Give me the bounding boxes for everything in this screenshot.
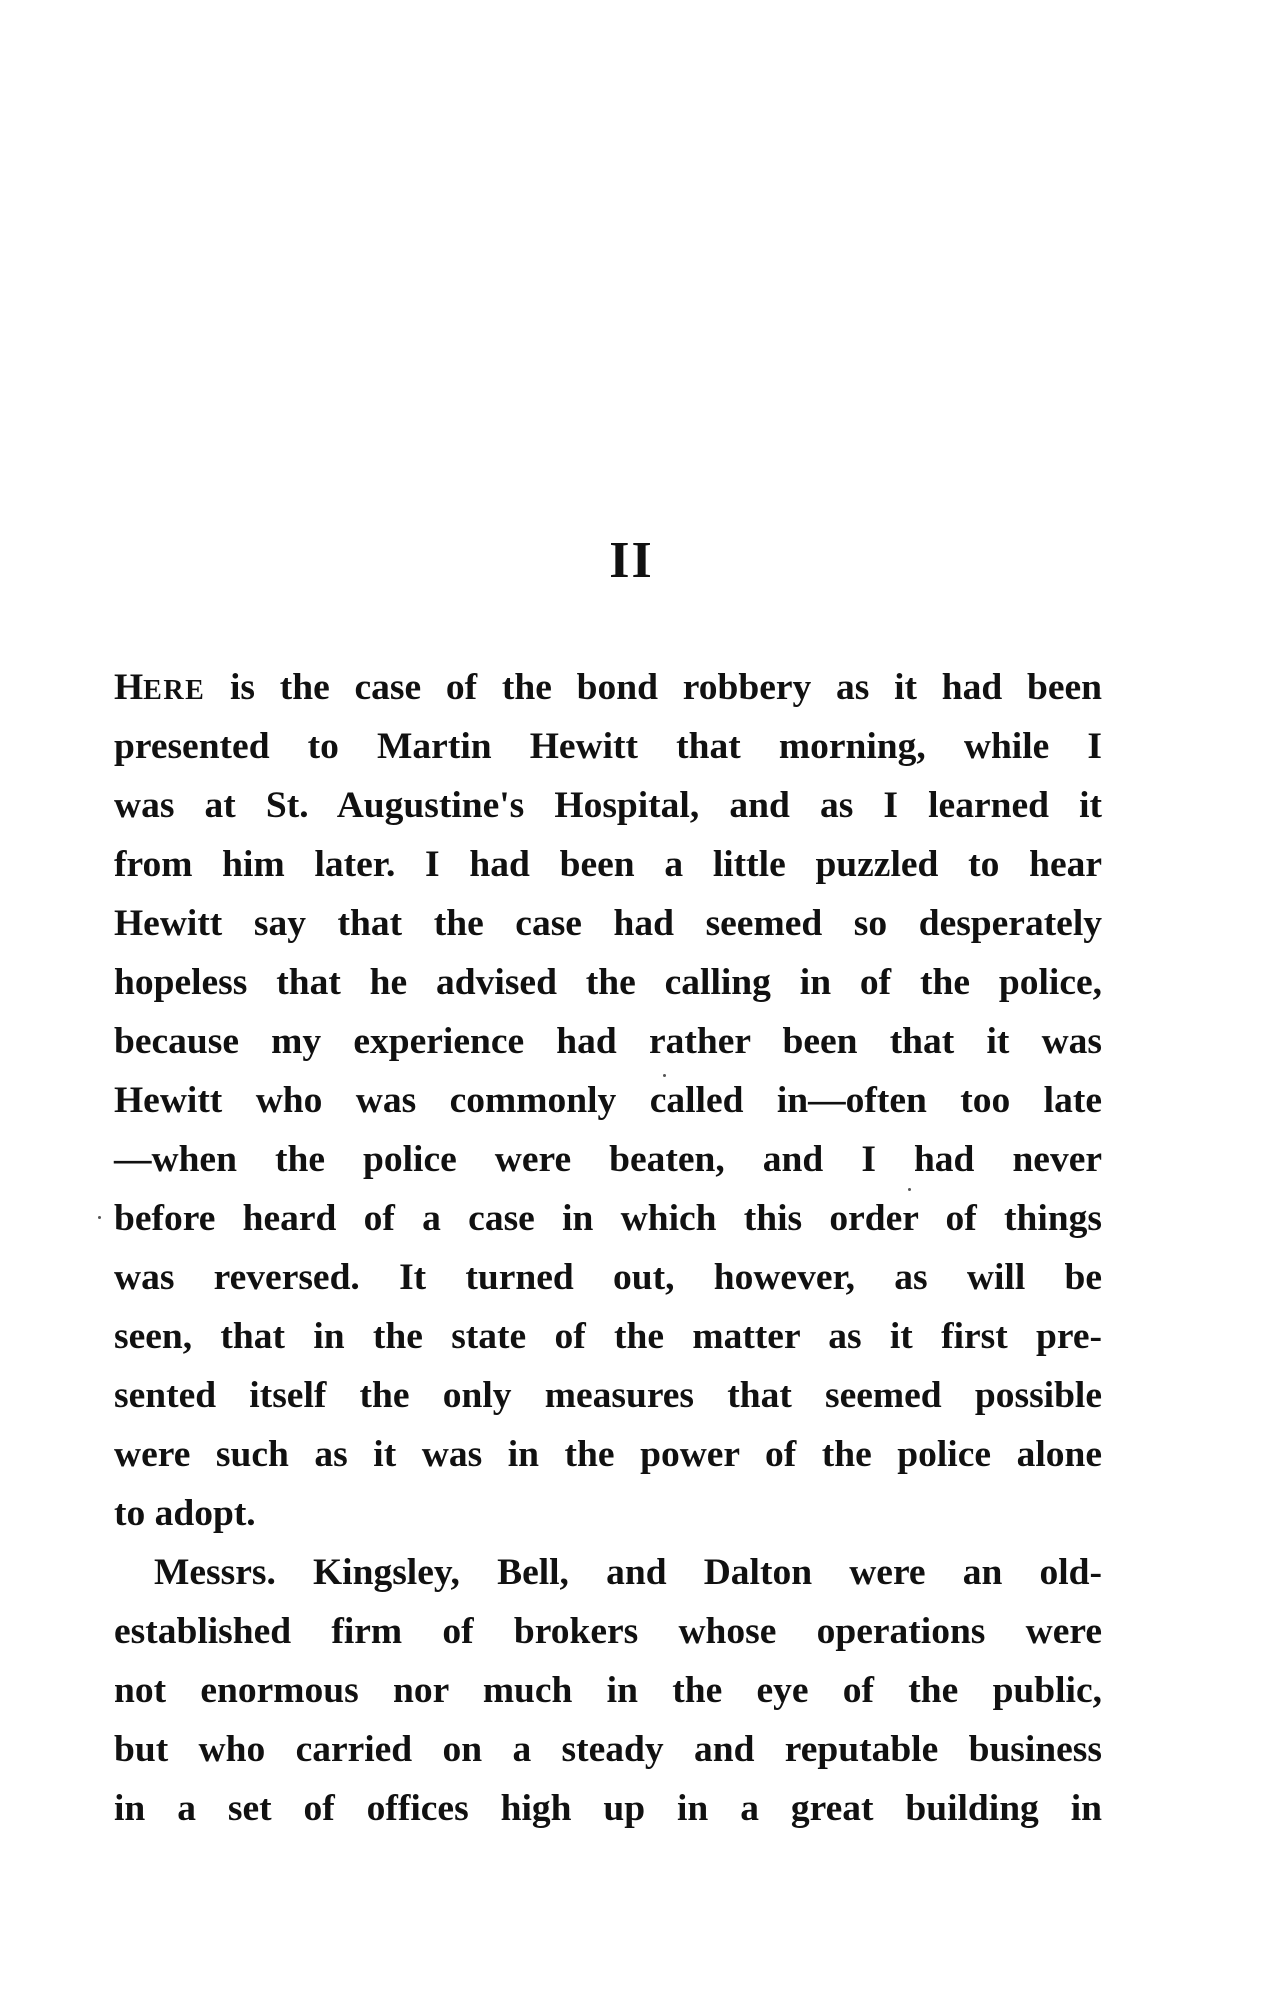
lead-word-smallcaps: ERE (143, 675, 206, 706)
text-line: presented to Martin Hewitt that morning, while I (114, 726, 1102, 767)
print-speck (98, 1216, 101, 1219)
text-line (114, 658, 1102, 717)
body-text (114, 658, 1102, 1838)
lead-word-initial: H (114, 667, 144, 708)
print-speck (663, 1074, 666, 1077)
text-line: from him later. I had been a little puzzled to hear (114, 844, 1102, 885)
text-line: hopeless that he advised the calling in of the police, (114, 962, 1102, 1003)
text-line: in a set of offices high up in a great building in (114, 1788, 1102, 1829)
text-line: was at St. Augustine's Hospital, and as I learned it (114, 785, 1102, 826)
paragraph-2 (114, 1543, 1102, 1838)
text-line: established firm of brokers whose operations were (114, 1611, 1102, 1652)
text-line: before heard of a case in which this order of things (114, 1198, 1102, 1239)
chapter-number: II (609, 532, 654, 589)
text-line: seen, that in the state of the matter as it first pre- (114, 1316, 1102, 1357)
paragraph-1 (114, 658, 1102, 1543)
text-line: Hewitt who was commonly called in—often too late (114, 1080, 1102, 1121)
print-speck (908, 1188, 911, 1191)
text-line: —when the police were beaten, and I had never (114, 1139, 1102, 1180)
text-line: Messrs. Kingsley, Bell, and Dalton were an old- (154, 1552, 1102, 1593)
text-line: sented itself the only measures that seemed possible (114, 1375, 1102, 1416)
text-line: not enormous nor much in the eye of the public, (114, 1670, 1102, 1711)
text-line: but who carried on a steady and reputable business (114, 1729, 1102, 1770)
text-line-content: is the case of the bond robbery as it had been (205, 667, 1102, 708)
text-line: were such as it was in the power of the police alone (114, 1434, 1102, 1475)
text-line: to adopt. (114, 1493, 256, 1534)
text-line: because my experience had rather been that it was (114, 1021, 1102, 1062)
text-line: Hewitt say that the case had seemed so desperately (114, 903, 1102, 944)
text-line: was reversed. It turned out, however, as will be (114, 1257, 1102, 1298)
